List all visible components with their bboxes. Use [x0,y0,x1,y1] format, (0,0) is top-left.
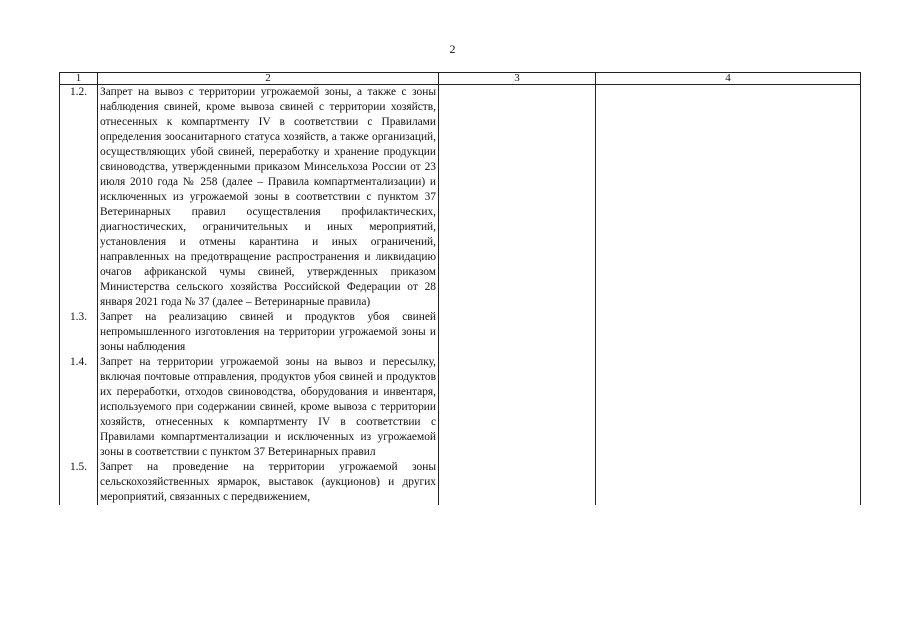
row-number: 1.5. [60,460,98,505]
header-col-2: 2 [98,73,439,85]
col3-cell [439,85,596,506]
page-number: 2 [449,42,456,56]
row-text: Запрет на проведение на территории угрожаемой зоны сельскохозяйственных ярмарок, выставок (аукционов) и других мероприятий, связанных с передвижением, [98,460,439,505]
table-row [60,85,861,311]
row-number: 1.4. [60,355,98,460]
row-number: 1.3. [60,310,98,355]
header-col-4: 4 [596,73,861,85]
row-text: Запрет на реализацию свиней и продуктов убоя свиней непромышленного изготовления на территории угрожаемой зоны и зоны наблюдения [98,310,439,355]
row-text: Запрет на вывоз с территории угрожаемой зоны, а также с зоны наблюдения свиней, кроме вывоза свиней с территории хозяйств, отнесенных к компартменту IV в соответствии с Правилами определения зоосанитарного статуса хозяйств, а также организаций, осуществляющих убой свиней, переработку и хранение продукции свиноводства, утвержденными приказом Минсельхоза России от 23 июля 2010 года № 258 (далее – Правила компартментализации) и исключенных из угрожаемой зоны в соответствии с пунктом 37 Ветеринарных правил осуществления профилактических, диагностических, ограничительных и иных мероприятий, установления и отмены карантина и иных ограничений, направленных на предотвращение распространения и ликвидацию очагов африканской чумы свиней, утвержденных приказом Министерства сельского хозяйства Российской Федерации от 28 января 2021 года № 37 (далее – Ветеринарные правила) [98,85,439,311]
table-header-row [60,73,861,85]
row-number: 1.2. [60,85,98,311]
measures-table [59,72,861,505]
header-col-3: 3 [439,73,596,85]
col4-cell [596,85,861,506]
header-col-1: 1 [60,73,98,85]
row-text: Запрет на территории угрожаемой зоны на вывоз и пересылку, включая почтовые отправления, продуктов убоя свиней и продуктов их переработки, отходов свиноводства, оборудования и инвентаря, используемого при содержании свиней, кроме вывоза с территории хозяйств, отнесенных к компартменту IV в соответствии с Правилами компартментализации и исключенных из угрожаемой зоны в соответствии с пунктом 37 Ветеринарных правил [98,355,439,460]
